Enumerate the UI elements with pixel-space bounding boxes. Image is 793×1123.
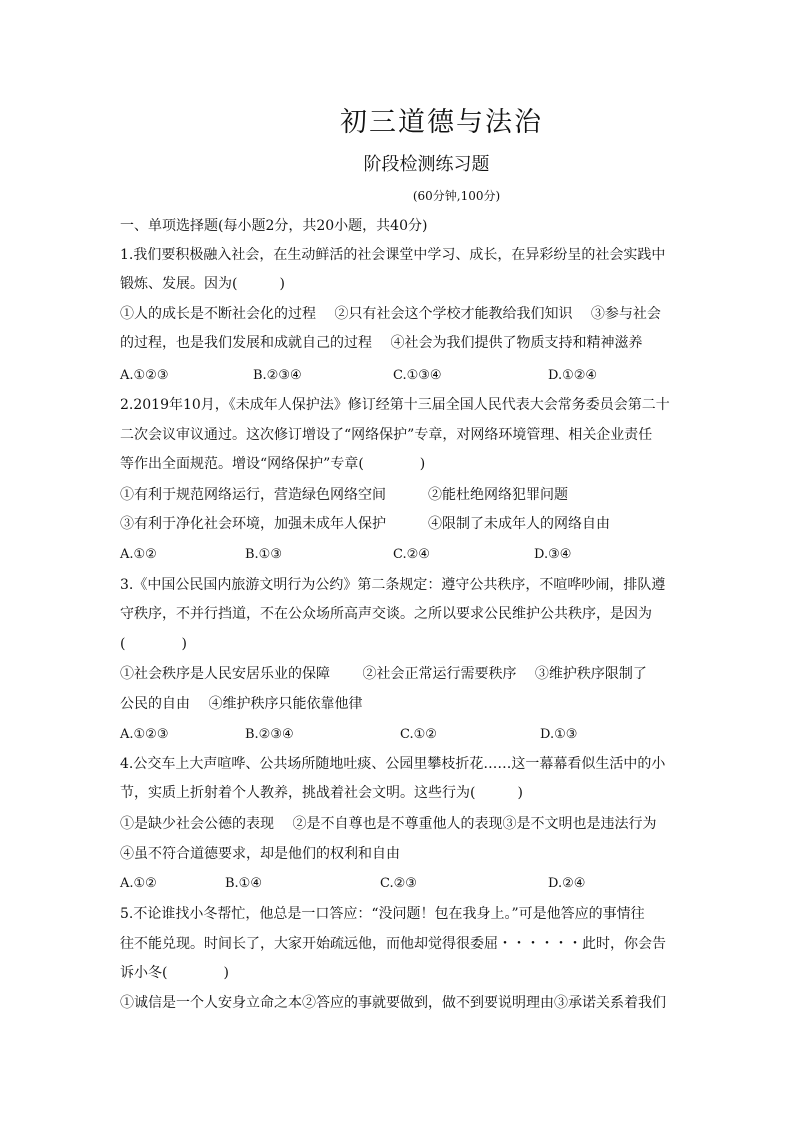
question-2-line-4: ①有利于规范网络运行，营造绿色网络空间 ②能杜绝网络犯罪问题 [120, 487, 568, 503]
exam-duration-score: (60分钟,100分) [412, 189, 501, 203]
question-3-line-5: 公民的自由 ④维护秩序只能依靠他律 [120, 696, 363, 712]
question-3-option-b: B.②③④ [245, 727, 294, 742]
question-5-line-2: 往不能兑现。时间长了，大家开始疏远他，而他却觉得很委屈・・・・・・此时，你会告 [120, 936, 666, 952]
question-4-line-2: 节，实质上折射着个人教养，挑战着社会文明。这些行为( ) [120, 785, 523, 801]
question-4-option-d: D.②④ [548, 876, 586, 891]
question-1-option-b: B.②③④ [253, 368, 302, 383]
question-2-option-c: C.②④ [393, 547, 430, 562]
question-2-line-1: 2.2019年10月，《未成年人保护法》修订经第十三届全国人民代表大会常务委员会第二十 [120, 397, 670, 413]
question-5-line-1: 5.不论谁找小冬帮忙，他总是一口答应：“没问题！包在我身上。”可是他答应的事情往 [120, 906, 645, 922]
document-title: 初三道德与法治 [340, 107, 543, 138]
question-2-line-2: 二次会议审议通过。这次修订增设了“网络保护”专章，对网络环境管理、相关企业责任 [120, 427, 653, 443]
question-1-line-3: ①人的成长是不断社会化的过程 ②只有社会这个学校才能教给我们知识 ③参与社会 [120, 306, 661, 322]
question-4-line-1: 4.公交车上大声喧哗、公共场所随地吐痰、公园里攀枝折花……这一幕幕看似生活中的小 [120, 756, 666, 772]
question-4-line-4: ④虽不符合道德要求，却是他们的权利和自由 [120, 846, 400, 862]
section-heading: 一、单项选择题(每小题2分，共20小题，共40分) [120, 218, 428, 234]
question-3-line-2: 守秩序，不并行挡道，不在公众场所高声交谈。之所以要求公民维护公共秩序，是因为 [120, 606, 652, 622]
question-4-option-b: B.①④ [225, 876, 262, 891]
question-3-option-d: D.①③ [540, 727, 578, 742]
question-4-option-a: A.①② [120, 876, 157, 891]
question-5-line-4: ①诚信是一个人安身立命之本②答应的事就要做到，做不到要说明理由③承诺关系着我们 [120, 995, 666, 1011]
question-1-line-2: 锻炼、发展。因为( ) [120, 276, 285, 292]
question-4-line-3: ①是缺少社会公德的表现 ②是不自尊也是不尊重他人的表现③是不文明也是违法行为 [120, 816, 657, 832]
question-5-line-3: 诉小冬( ) [120, 965, 229, 981]
question-2-option-a: A.①② [120, 547, 157, 562]
question-4-option-c: C.②③ [380, 876, 417, 891]
document-subtitle: 阶段检测练习题 [363, 154, 490, 175]
question-3-option-a: A.①②③ [120, 727, 169, 742]
question-2-option-d: D.③④ [534, 547, 572, 562]
question-3-option-c: C.①② [400, 727, 437, 742]
question-1-option-c: C.①③④ [393, 368, 442, 383]
question-1-option-d: D.①②④ [548, 368, 598, 383]
question-3-line-4: ①社会秩序是人民安居乐业的保障 ②社会正常运行需要秩序 ③维护秩序限制了 [120, 666, 647, 682]
question-2-line-3: 等作出全面规范。增设“网络保护”专章( ) [120, 456, 426, 472]
question-1-option-a: A.①②③ [120, 368, 169, 383]
question-2-line-5: ③有利于净化社会环境，加强未成年人保护 ④限制了未成年人的网络自由 [120, 516, 610, 532]
question-3-line-1: 3.《中国公民国内旅游文明行为公约》第二条规定：遵守公共秩序，不喧哗吵闹，排队遵 [120, 577, 666, 593]
question-3-line-3: ( ) [120, 636, 187, 652]
question-1-line-4: 的过程，也是我们发展和成就自己的过程 ④社会为我们提供了物质支持和精神滋养 [120, 335, 643, 351]
question-2-option-b: B.①③ [245, 547, 282, 562]
question-1-line-1: 1.我们要积极融入社会，在生动鲜活的社会课堂中学习、成长，在异彩纷呈的社会实践中 [120, 247, 666, 263]
